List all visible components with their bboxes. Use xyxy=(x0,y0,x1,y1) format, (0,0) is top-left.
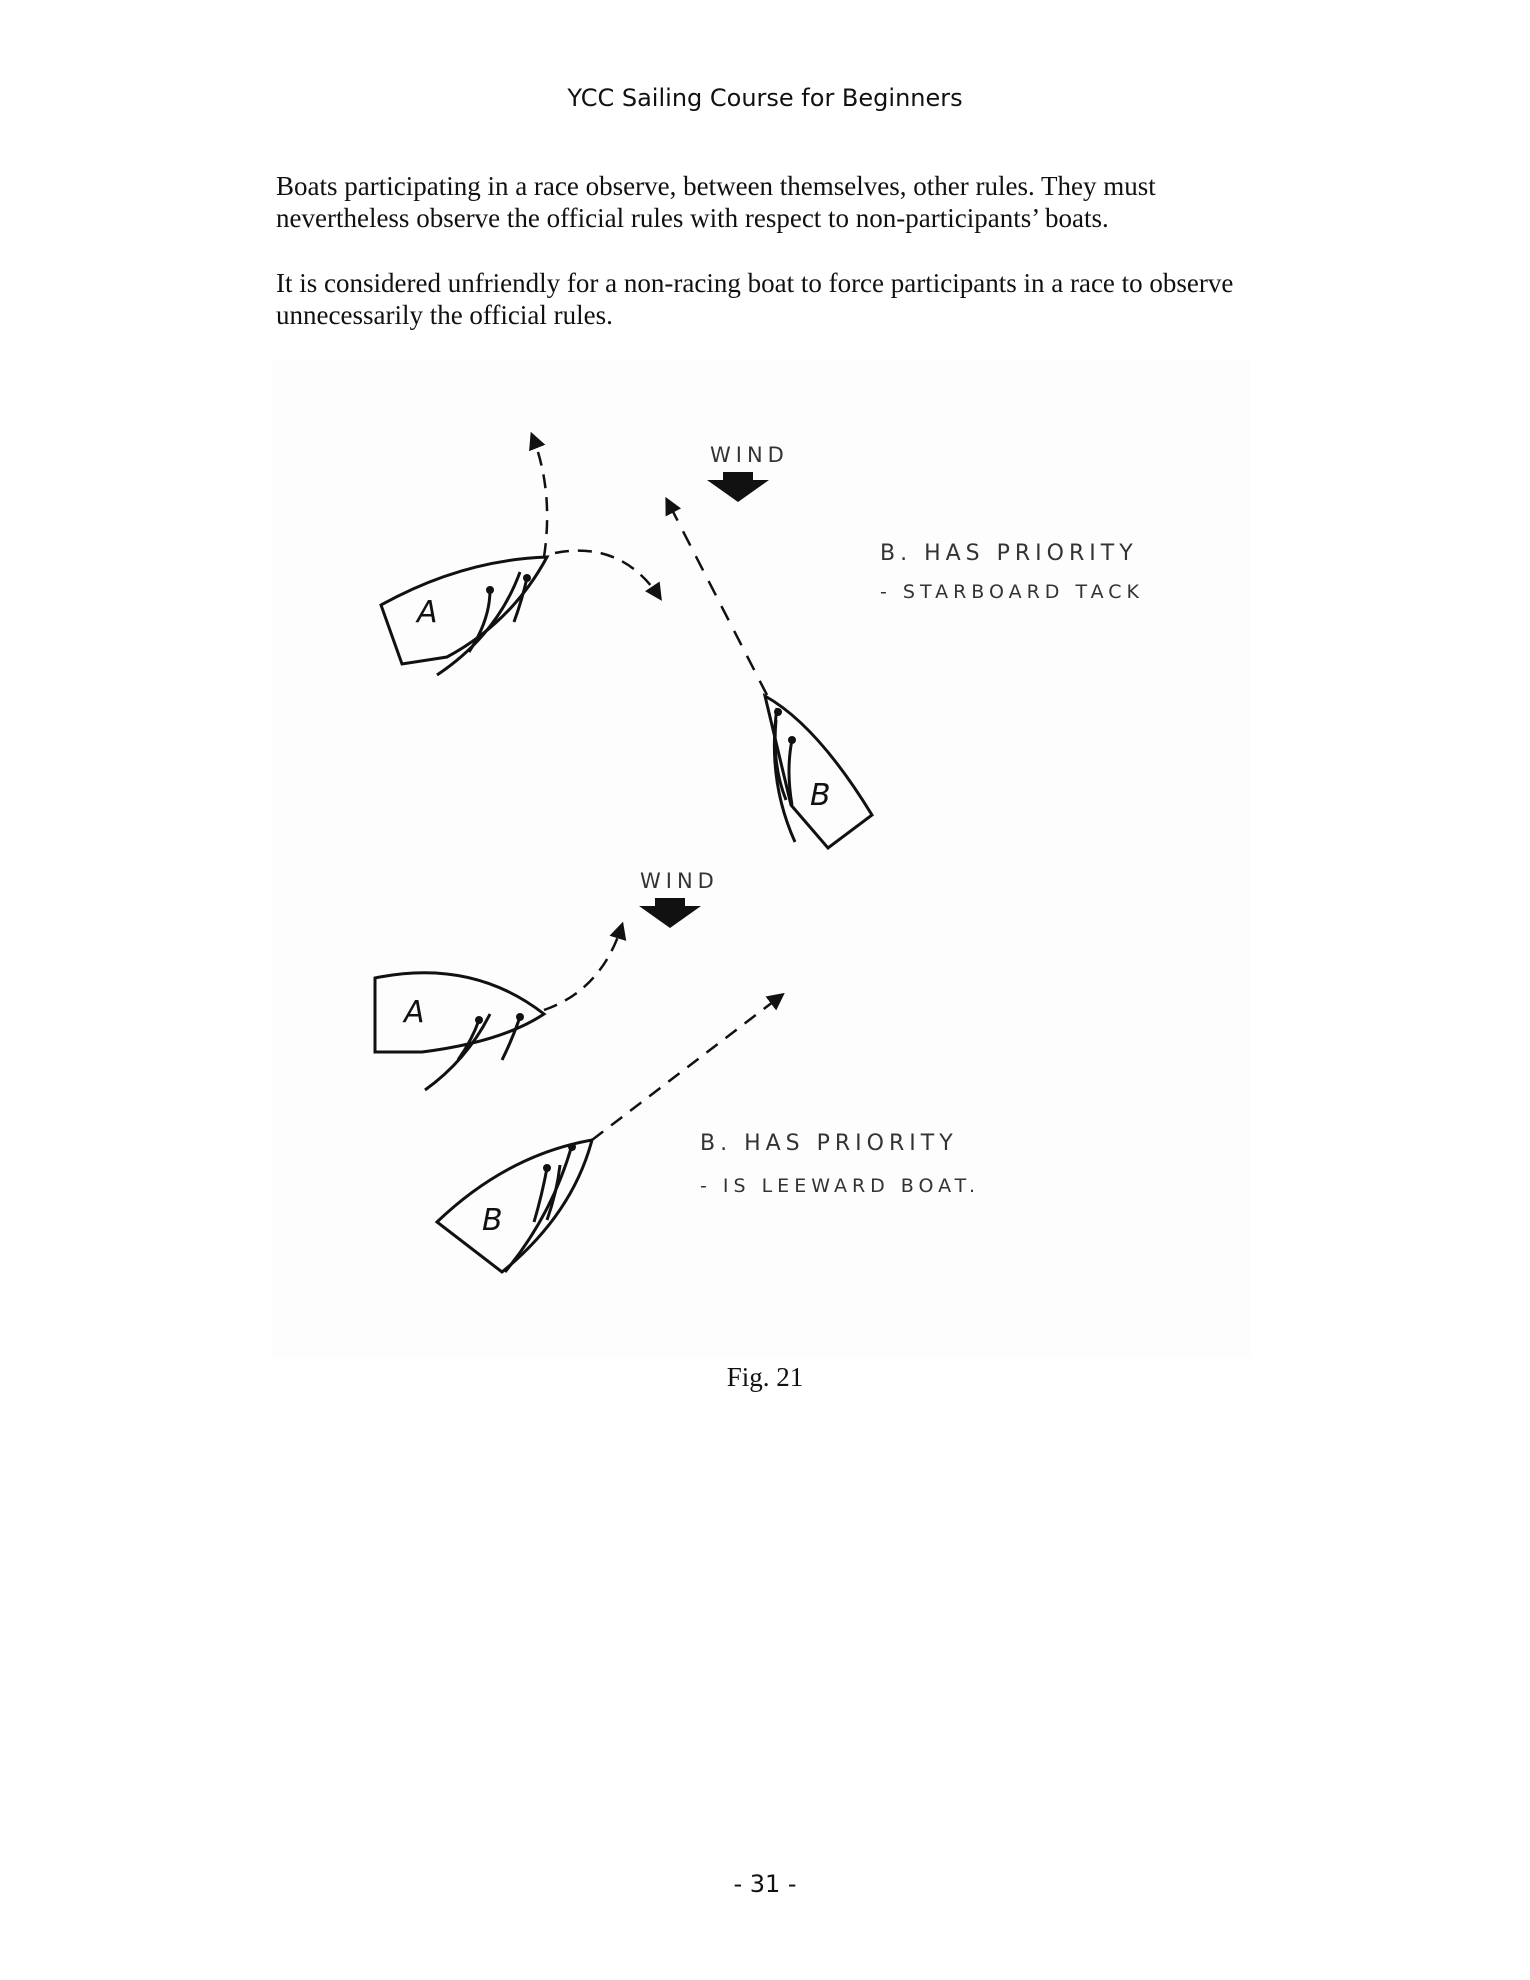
boat-a-2 xyxy=(375,973,544,1090)
scenario-2 xyxy=(375,869,980,1272)
paragraph-2: It is considered unfriendly for a non-racing boat to force participants in a race to observe unnecessarily the official rules. xyxy=(276,268,1234,330)
paragraph-1: Boats participating in a race observe, between themselves, other rules. They must nevertheless observe the official rules with respect to non-participants’ boats. xyxy=(276,171,1156,233)
boat-a-1 xyxy=(381,557,547,675)
hull-outline xyxy=(381,557,547,664)
course-arrow xyxy=(555,551,660,598)
mast-icon xyxy=(516,1013,524,1021)
boat-label-b-2: B xyxy=(482,1203,503,1238)
sail-icon xyxy=(437,572,520,675)
figure-caption: Fig. 21 xyxy=(726,1362,804,1392)
note-2-line-1: B. HAS PRIORITY xyxy=(700,1131,958,1156)
wind-label-2: WIND xyxy=(640,869,719,893)
course-arrow xyxy=(544,925,622,1010)
boat-label-a-2: A xyxy=(404,995,425,1030)
page-number: - 31 - xyxy=(733,1870,797,1898)
course-arrow xyxy=(532,435,547,557)
note-1-line-1: B. HAS PRIORITY xyxy=(880,541,1138,566)
boat-b-2 xyxy=(437,1140,592,1272)
boat-label-b-1: B xyxy=(810,778,831,813)
mast-icon xyxy=(543,1164,551,1172)
sail-icon xyxy=(789,740,792,805)
wind-label-1: WIND xyxy=(710,443,789,467)
wind-arrow-icon xyxy=(707,472,769,502)
course-arrow xyxy=(667,500,767,695)
note-1-line-2: - STARBOARD TACK xyxy=(880,581,1144,603)
course-arrow xyxy=(592,995,782,1140)
mast-icon xyxy=(523,574,531,582)
mast-icon xyxy=(788,736,796,744)
hull-outline xyxy=(765,696,872,848)
sail-icon xyxy=(502,1017,520,1060)
mast-icon xyxy=(568,1143,576,1151)
mast-icon xyxy=(475,1016,483,1024)
sailing-rules-diagram xyxy=(272,360,1250,1358)
note-2-line-2: - IS LEEWARD BOAT. xyxy=(700,1175,981,1197)
mast-icon xyxy=(486,586,494,594)
sail-icon xyxy=(425,1014,490,1090)
boat-b-1 xyxy=(765,696,872,848)
scenario-1 xyxy=(381,435,1144,848)
mast-icon xyxy=(774,708,782,716)
hull-outline xyxy=(375,973,544,1052)
page-header: YCC Sailing Course for Beginners xyxy=(567,84,963,112)
wind-arrow-icon xyxy=(639,898,701,928)
boat-label-a-1: A xyxy=(417,595,438,630)
